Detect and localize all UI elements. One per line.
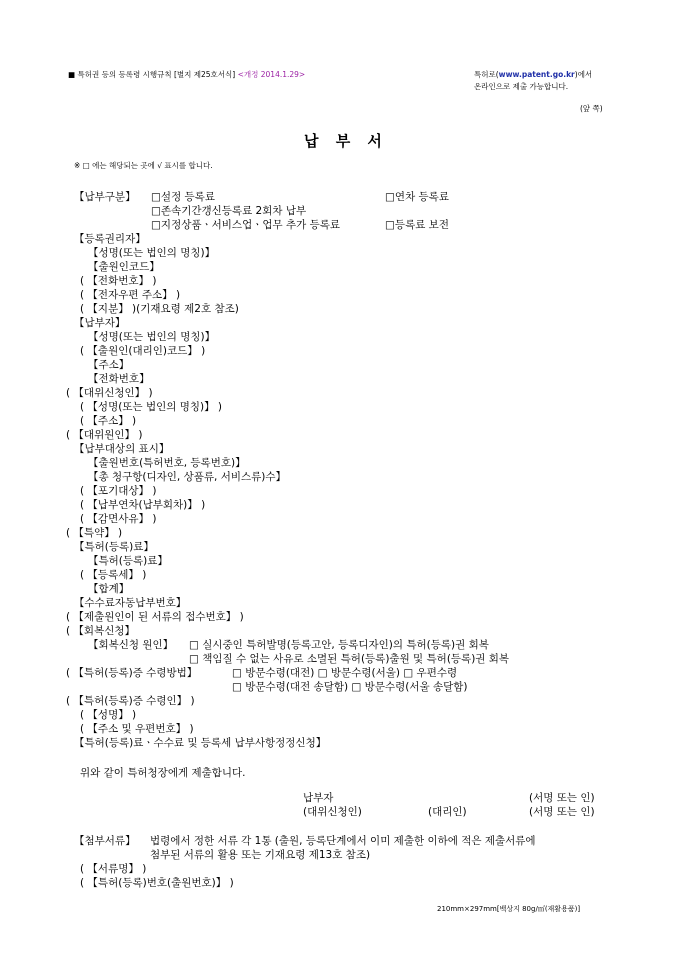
payment-year-field[interactable]: ( 【납부연차(납부회차)】 ) <box>80 499 206 511</box>
payer-code-field[interactable]: ( 【출원인(대리인)코드】 ) <box>80 345 206 357</box>
online-notice <box>474 69 592 80</box>
payer-label: 【납부자】 <box>74 317 126 329</box>
online-notice-post: )에서 <box>574 70 593 79</box>
signature-rep-label: (대위신청인) <box>303 806 362 818</box>
document-number-field[interactable]: ( 【특허(등록)번호(출원번호)】 ) <box>80 877 234 889</box>
rep-applicant-address-field[interactable]: ( 【주소】 ) <box>80 415 137 427</box>
submission-statement: 위와 같이 특허청장에게 제출합니다. <box>80 767 246 779</box>
recipient-label: ( 【특허(등록)증 수령인】 ) <box>66 695 195 707</box>
holder-email-field[interactable]: ( 【전자우편 주소】 ) <box>80 289 181 301</box>
payer-address-field[interactable]: 【주소】 <box>88 359 130 371</box>
checkbox-renewal-fee[interactable]: □존속기간갱신등록료 2회차 납부 <box>151 205 307 217</box>
form-reference-text: ■ 특허권 등의 등록령 시행규칙 [별지 제25호서식] <box>68 70 236 79</box>
application-number-field[interactable]: 【출원번호(특허번호, 등록번호)】 <box>88 457 246 469</box>
target-label: 【납부대상의 표시】 <box>74 443 170 455</box>
auto-pay-number-field[interactable]: 【수수료자동납부번호】 <box>74 597 187 609</box>
receive-method-options-2[interactable]: □ 방문수령(대전 송달함) □ 방문수령(서울 송달함) <box>232 681 468 693</box>
checkbox-recovery-cause-2[interactable]: □ 책임질 수 없는 사유로 소멸된 특허(등록)출원 및 특허(등록)권 회복 <box>189 653 510 665</box>
rep-cause-field[interactable]: ( 【대위원인】 ) <box>66 429 143 441</box>
receipt-number-field[interactable]: ( 【제출원인이 된 서류의 접수번호】 ) <box>66 611 244 623</box>
document-title: 납 부 서 <box>304 132 388 150</box>
attachments-text-1: 법령에서 정한 서류 각 1통 (출원, 등록단계에서 이미 제출한 이하에 적은 제출서류에 <box>150 835 536 847</box>
total-claims-field[interactable]: 【총 청구항(디자인, 상품류, 서비스류)수】 <box>88 471 287 483</box>
exemption-reason-field[interactable]: ( 【감면사유】 ) <box>80 513 157 525</box>
online-notice-line2: 온라인으로 제출 가능합니다. <box>474 82 569 91</box>
special-field[interactable]: ( 【특약】 ) <box>66 527 123 539</box>
holder-code-field[interactable]: 【출원인코드】 <box>88 261 160 273</box>
checkbox-fee-supplement[interactable]: □등록료 보전 <box>385 219 449 231</box>
holder-label: 【등록권리자】 <box>74 233 146 245</box>
signature-agent-sign[interactable]: (서명 또는 인) <box>529 806 595 818</box>
paper-spec: 210mm×297mm[백상지 80g/㎡(재활용품)] <box>437 905 581 913</box>
payer-phone-field[interactable]: 【전화번호】 <box>88 373 150 385</box>
total-fee-field[interactable]: 【합계】 <box>88 583 130 595</box>
document-name-field[interactable]: ( 【서류명】 ) <box>80 863 147 875</box>
checkbox-recovery-cause-1[interactable]: □ 실시중인 특허발명(등록고안, 등록디자인)의 특허(등록)권 회복 <box>189 639 489 651</box>
page-side-label: (앞 쪽) <box>580 104 603 113</box>
checkbox-note: ※ □ 에는 해당되는 곳에 √ 표시를 합니다. <box>74 161 213 170</box>
patent-site-link[interactable]: www.patent.go.kr <box>498 70 575 79</box>
payer-name-field[interactable]: 【성명(또는 법인의 명칭)】 <box>88 331 216 343</box>
rep-applicant-name-field[interactable]: ( 【성명(또는 법인의 명칭)】 ) <box>80 401 223 413</box>
recovery-label: ( 【회복신청】 <box>66 625 136 637</box>
receive-method-options-1[interactable]: □ 방문수령(대전) □ 방문수령(서울) □ 우편수령 <box>232 667 458 679</box>
registration-tax-field[interactable]: ( 【등록세】 ) <box>80 569 147 581</box>
attachments-text-2: 첨부된 서류의 활용 또는 기재요령 제13호 참조) <box>150 849 371 861</box>
waiver-field[interactable]: ( 【포기대상】 ) <box>80 485 157 497</box>
payment-type-label: 【납부구분】 <box>74 191 136 203</box>
signature-payer-label: 납부자 <box>303 792 334 804</box>
recipient-address-field[interactable]: ( 【주소 및 우편번호】 ) <box>80 723 194 735</box>
signature-payer-sign[interactable]: (서명 또는 인) <box>529 792 595 804</box>
patent-fee-field[interactable]: 【특허(등록)료】 <box>88 555 168 567</box>
recovery-cause-label: 【회복신청 원인】 <box>88 639 174 651</box>
rep-applicant-label: ( 【대위신청인】 ) <box>66 387 153 399</box>
attachments-label: 【첨부서류】 <box>74 835 136 847</box>
revision-date: <개정 2014.1.29> <box>237 70 306 79</box>
checkbox-annual-fee[interactable]: □연차 등록료 <box>385 191 449 203</box>
online-notice-pre: 특허로( <box>474 70 499 79</box>
signature-agent-label: (대리인) <box>428 806 467 818</box>
form-reference <box>68 69 305 80</box>
holder-name-field[interactable]: 【성명(또는 법인의 명칭)】 <box>88 247 216 259</box>
holder-phone-field[interactable]: ( 【전화번호】 ) <box>80 275 157 287</box>
recipient-name-field[interactable]: ( 【성명】 ) <box>80 709 137 721</box>
holder-share-field[interactable]: ( 【지분】 )(기재요령 제2호 참조) <box>80 303 239 315</box>
correction-request-field[interactable]: 【특허(등록)료ㆍ수수료 및 등록세 납부사항정정신청】 <box>74 737 327 749</box>
checkbox-setup-fee[interactable]: □설정 등록료 <box>151 191 215 203</box>
fee-label: 【특허(등록)료】 <box>74 541 154 553</box>
receive-method-label: ( 【특허(등록)증 수령방법】 <box>66 667 198 679</box>
checkbox-additional-fee[interactable]: □지정상품ㆍ서비스업ㆍ업무 추가 등록료 <box>151 219 341 231</box>
